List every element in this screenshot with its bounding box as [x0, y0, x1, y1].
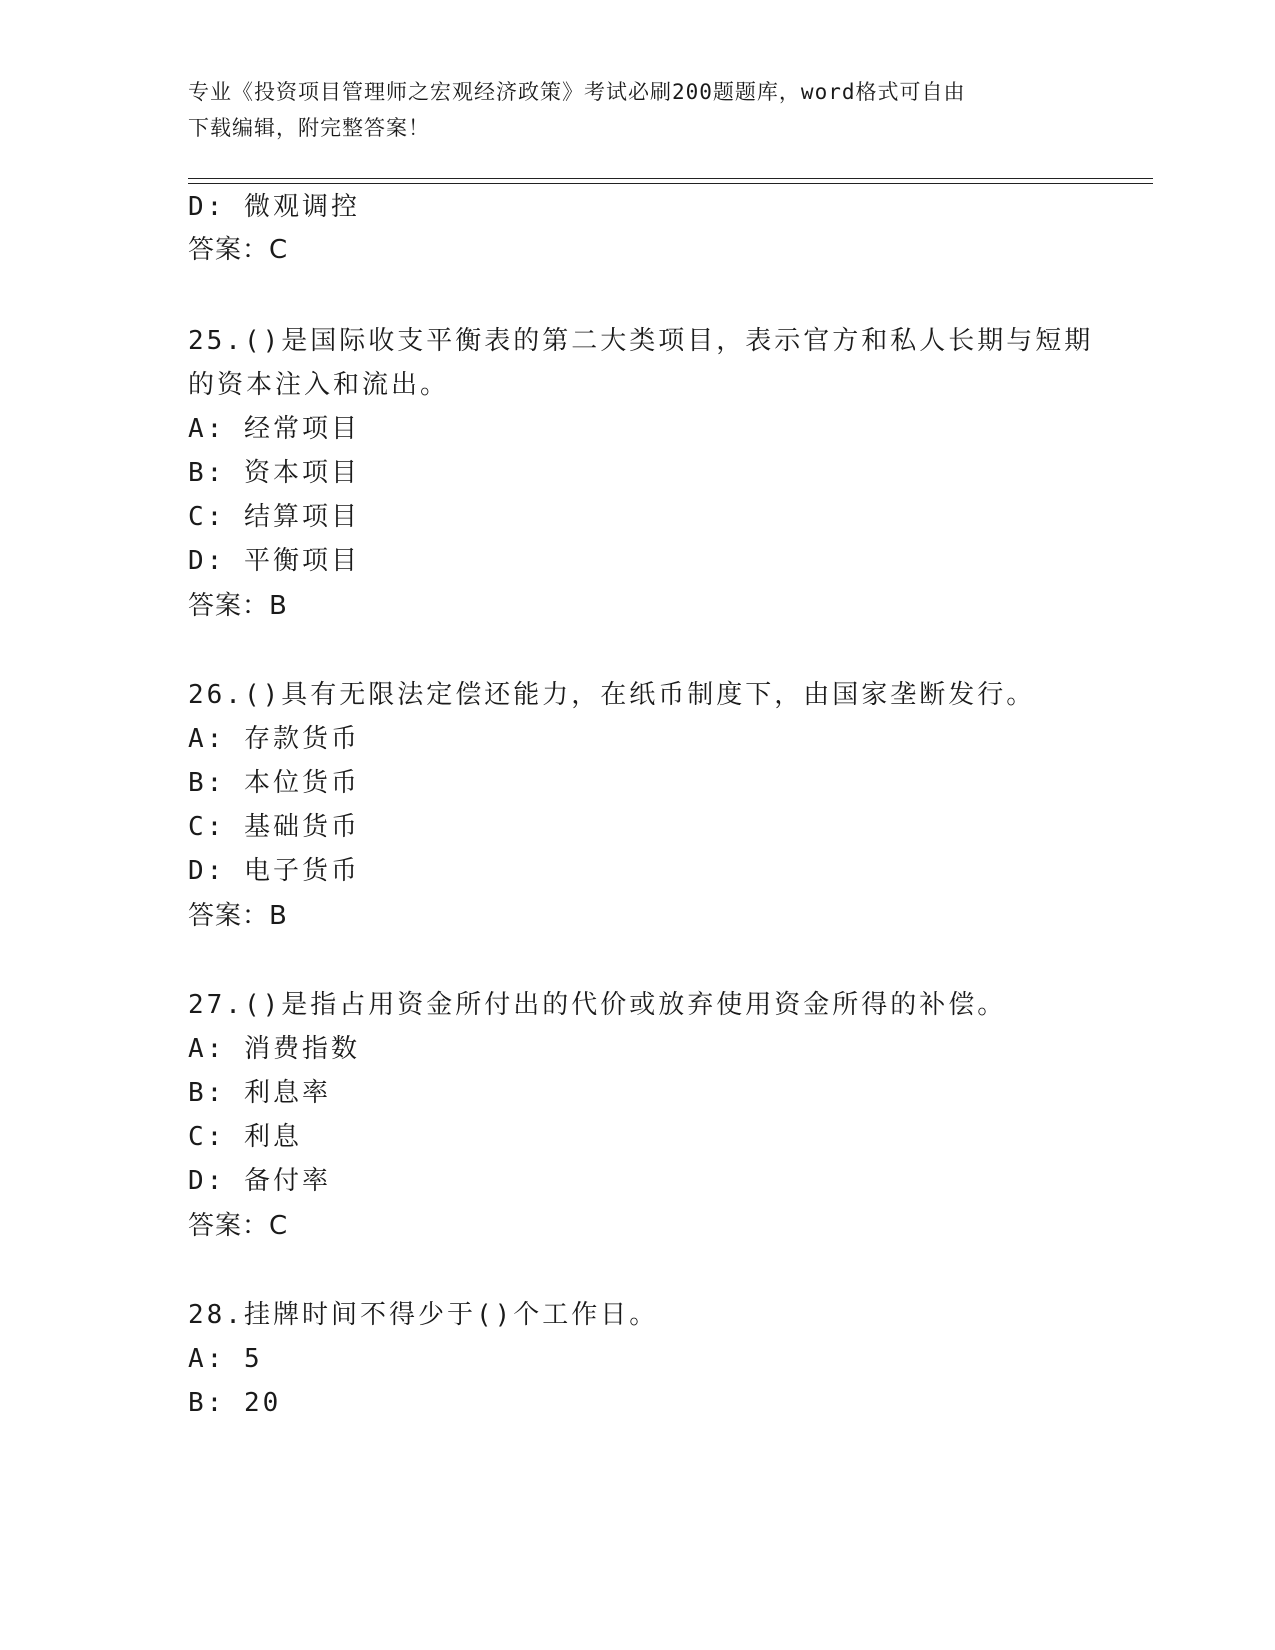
q26-stem-line-1: 26.()具有无限法定偿还能力，在纸币制度下，由国家垄断发行。 — [188, 680, 1036, 710]
q27-option-d: D: 备付率 — [188, 1166, 331, 1196]
header-divider-bottom — [188, 183, 1153, 184]
header-line-2: 下载编辑，附完整答案！ — [188, 116, 430, 140]
q25-answer: 答案：B — [188, 591, 288, 621]
q25-stem-line-2: 的资本注入和流出。 — [188, 370, 450, 400]
q25-option-a: A: 经常项目 — [188, 414, 360, 444]
q25-option-b: B: 资本项目 — [188, 458, 360, 488]
q27-option-b: B: 利息率 — [188, 1078, 331, 1108]
q24-answer: 答案：C — [188, 235, 289, 265]
q25-option-c: C: 结算项目 — [188, 502, 360, 532]
q27-stem-line-1: 27.()是指占用资金所付出的代价或放弃使用资金所得的补偿。 — [188, 990, 1007, 1020]
q28-option-a: A: 5 — [188, 1344, 263, 1374]
q25-option-d: D: 平衡项目 — [188, 546, 360, 576]
q27-answer: 答案：C — [188, 1211, 289, 1241]
q26-option-d: D: 电子货币 — [188, 856, 360, 886]
document-header — [188, 74, 1088, 146]
header-divider-top — [188, 178, 1153, 179]
q27-option-c: C: 利息 — [188, 1122, 302, 1152]
q27-option-a: A: 消费指数 — [188, 1034, 360, 1064]
q28-stem-line-1: 28.挂牌时间不得少于()个工作日。 — [188, 1300, 659, 1330]
q26-option-a: A: 存款货币 — [188, 724, 360, 754]
q28-option-b: B: 20 — [188, 1388, 282, 1418]
q26-answer: 答案：B — [188, 901, 288, 931]
q26-option-c: C: 基础货币 — [188, 812, 360, 842]
q24-option-d: D: 微观调控 — [188, 192, 360, 222]
q26-option-b: B: 本位货币 — [188, 768, 360, 798]
header-line-1: 专业《投资项目管理师之宏观经济政策》考试必刷200题题库，word格式可自由 — [188, 80, 966, 104]
q25-stem-line-1: 25.()是国际收支平衡表的第二大类项目，表示官方和私人长期与短期 — [188, 326, 1094, 356]
